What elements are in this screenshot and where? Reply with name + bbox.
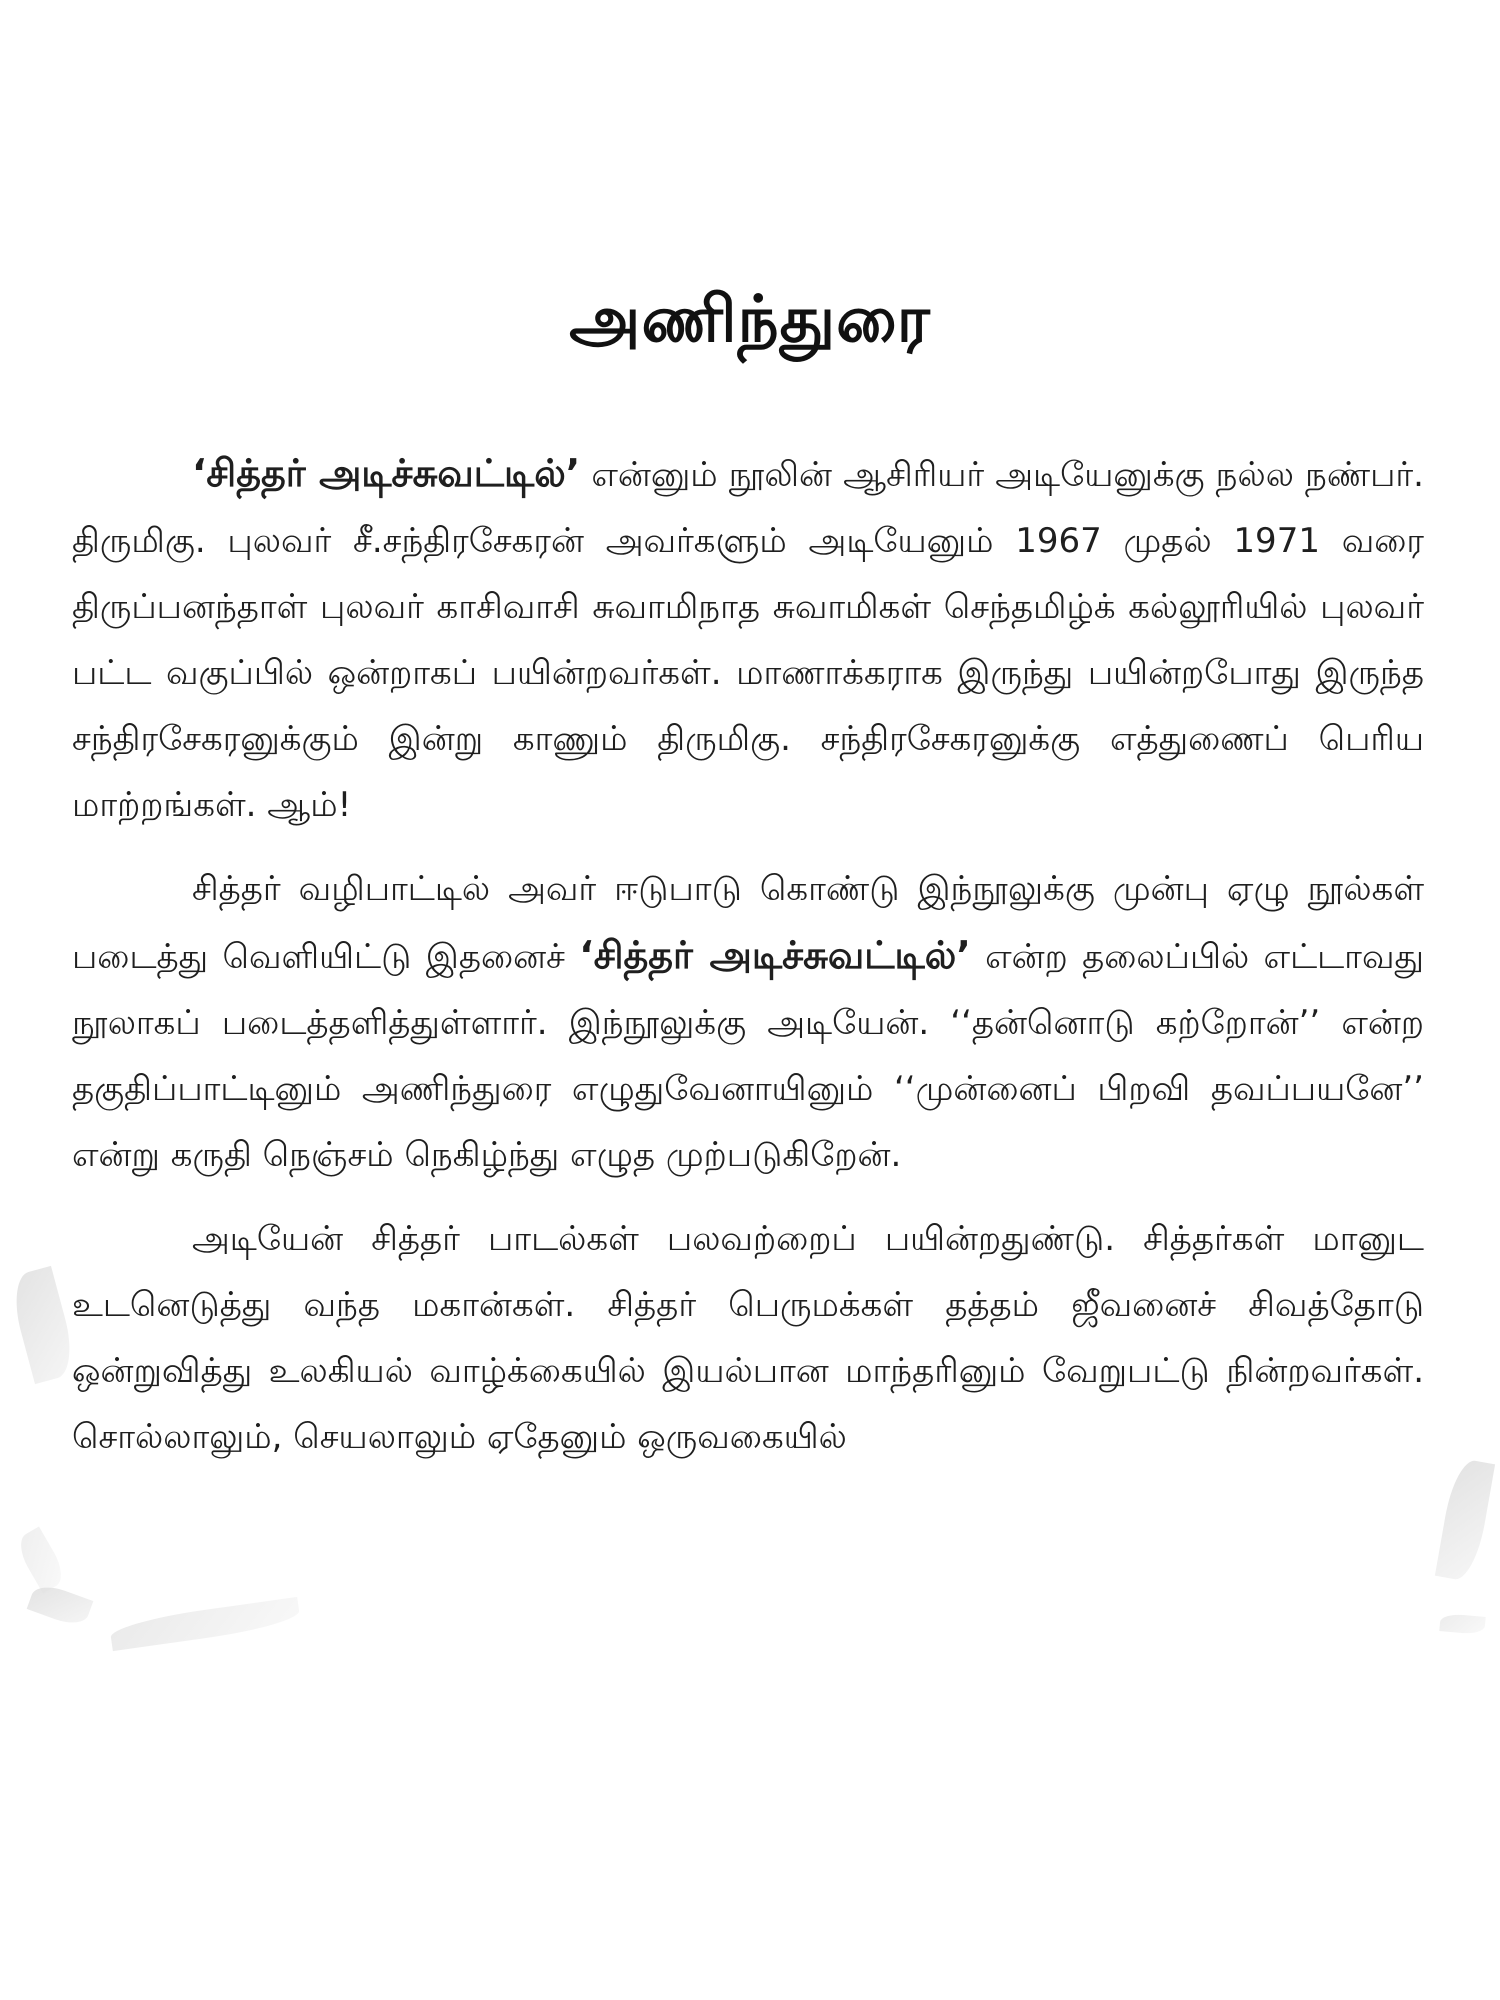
leaf-decoration bbox=[1439, 1613, 1485, 1635]
paragraph-3 bbox=[72, 1206, 1424, 1470]
book-title-emphasis: ‘சித்தர் அடிச்சுவட்டில்’ bbox=[192, 451, 581, 495]
paragraph-1-text: என்னும் நூலின் ஆசிரியர் அடியேனுக்கு நல்ல நண்பர். திருமிகு. புலவர் சீ.சந்திரசேகரன் அவர்களும் அடியேனும் 1967 முதல் 1971 வரை திருப்பனந்தாள் புலவர் காசிவாசி சுவாமிநாத சுவாமிகள் செந்தமிழ்க் கல்லூரியில் புலவர் பட்ட வகுப்பில் ஒன்றாகப் பயின்றவர்கள். மாணாக்கராக இருந்து பயின்றபோது இருந்த சந்திரசேகரனுக்கும் இன்று காணும் திருமிகு. சந்திரசேகரனுக்கு எத்துணைப் பெரிய மாற்றங்கள். ஆம்! bbox=[72, 455, 1424, 825]
paragraph-2 bbox=[72, 856, 1424, 1188]
paragraph-2-text-before: சித்தர் வழிபாட்டில் அவர் ஈடுபாடு கொண்டு இந்நூலுக்கு முன்பு ஏழு நூல்கள் படைத்து வெளியிட்டு இதனைச் bbox=[72, 869, 1424, 977]
book-title-emphasis: ‘சித்தர் அடிச்சுவட்டில்’ bbox=[579, 933, 971, 977]
paragraph-1 bbox=[72, 440, 1424, 838]
body-text bbox=[72, 440, 1424, 1488]
leaf-decoration bbox=[7, 1266, 80, 1384]
leaf-decoration bbox=[109, 1597, 301, 1651]
paragraph-2-text-after: என்ற தலைப்பில் எட்டாவது நூலாகப் படைத்தளித்துள்ளார். இந்நூலுக்கு அடியேன். ‘‘தன்னொடு கற்றோன்’’ என்ற தகுதிப்பாட்டினும் அணிந்துரை எழுதுவேனாயினும் ‘‘முன்னைப் பிறவி தவப்பயனே’’ என்று கருதி நெஞ்சம் நெகிழ்ந்து எழுத முற்படுகிறேன். bbox=[72, 937, 1424, 1175]
leaf-decoration bbox=[1435, 1457, 1495, 1582]
page-title: அணிந்துரை bbox=[569, 282, 931, 357]
leaf-decoration bbox=[13, 1527, 69, 1594]
leaf-decoration bbox=[27, 1581, 94, 1630]
paragraph-3-text: அடியேன் சித்தர் பாடல்கள் பலவற்றைப் பயின்றதுண்டு. சித்தர்கள் மானுட உடனெடுத்து வந்த மகான்கள். சித்தர் பெருமக்கள் தத்தம் ஜீவனைச் சிவத்தோடு ஒன்றுவித்து உலகியல் வாழ்க்கையில் இயல்பான மாந்தரினும் வேறுபட்டு நின்றவர்கள். சொல்லாலும், செயலாலும் ஏதேனும் ஒருவகையில் bbox=[72, 1219, 1424, 1457]
